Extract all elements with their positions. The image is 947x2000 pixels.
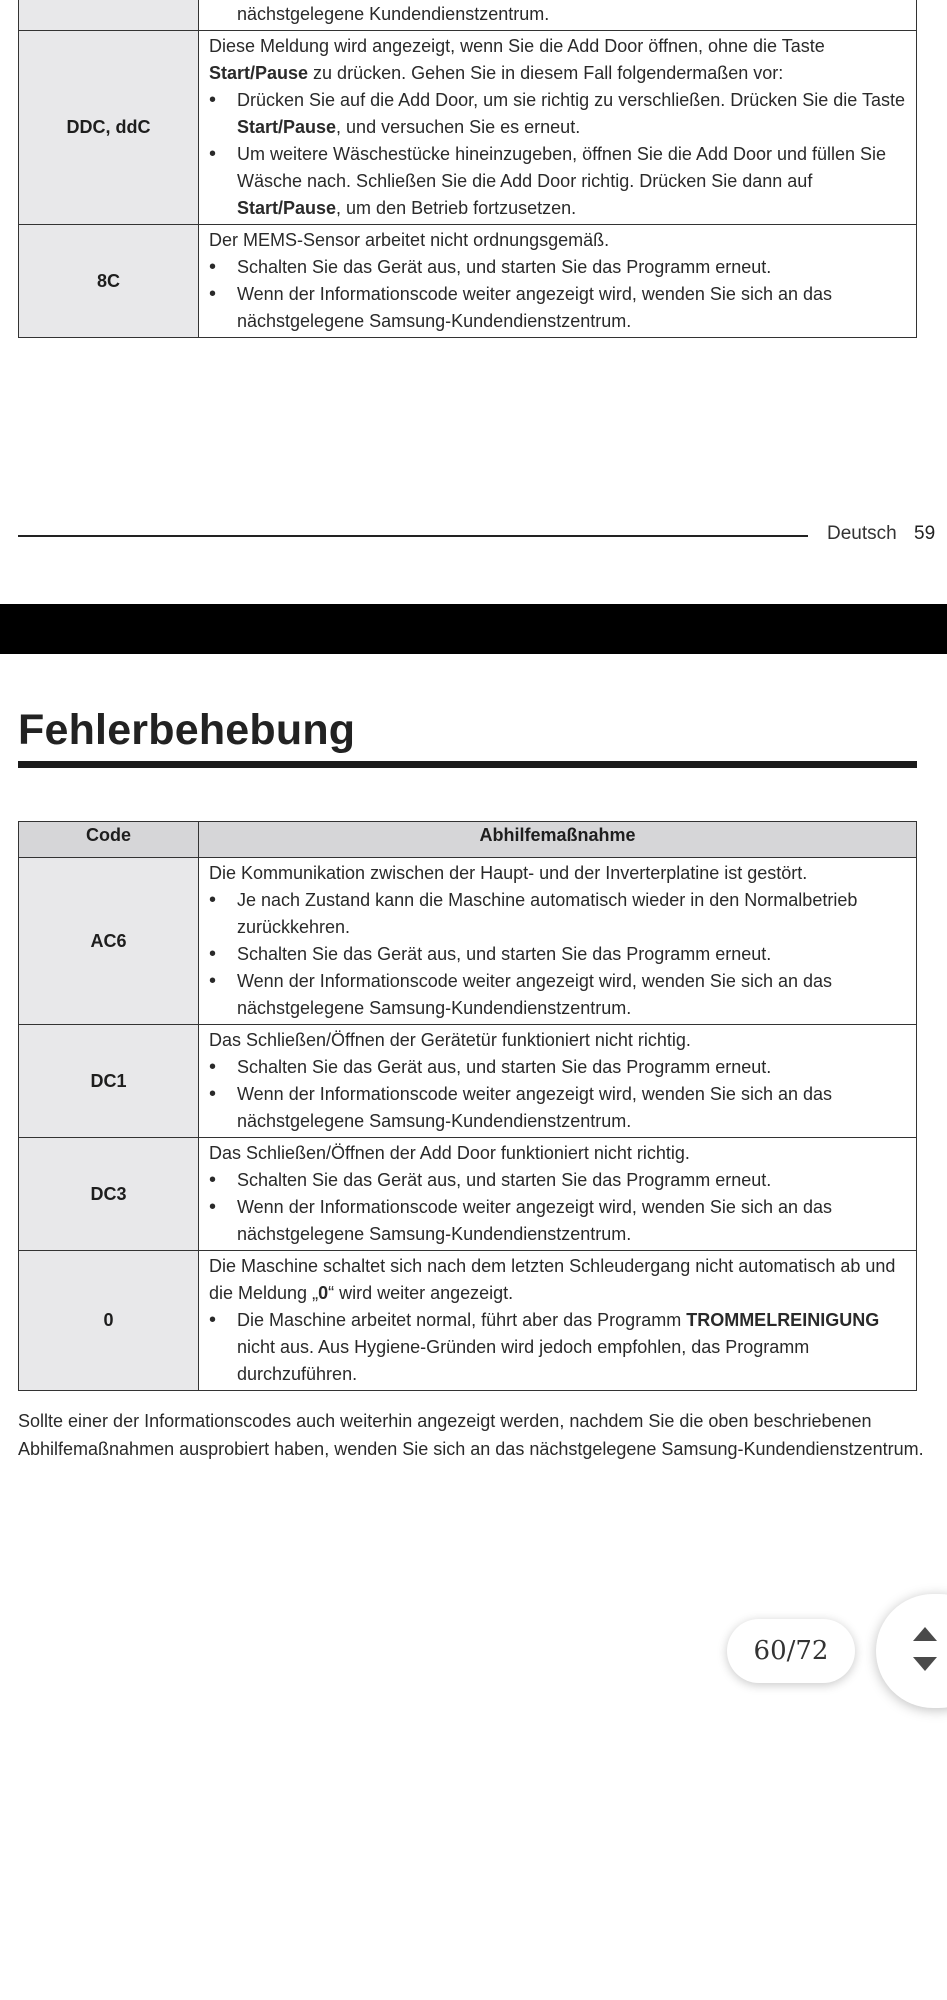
remedy-intro: Die Kommunikation zwischen der Haupt- und der Inverterplatine ist gestört. — [209, 863, 808, 883]
footer-page-number: 59 — [914, 523, 936, 544]
page-indicator[interactable]: 60/72 — [727, 1619, 855, 1683]
remedy-bullet: • Drücken Sie auf die Add Door, um sie richtig zu verschließen. Drücken Sie die Taste Start/Pause, und versuchen Sie es erneut. — [209, 87, 906, 141]
footer-divider — [18, 535, 808, 537]
remedy-bullet: • Wenn der Informationscode weiter angezeigt wird, wenden Sie sich an das nächstgelegene Samsung-Kundendienstzentrum. — [209, 281, 906, 335]
page-title: Fehlerbehebung — [18, 706, 356, 754]
remedy-cell — [199, 1138, 917, 1251]
remedy-cell — [199, 225, 917, 338]
code-cell — [19, 0, 199, 31]
chevron-down-icon[interactable] — [913, 1657, 937, 1671]
page-separator — [0, 604, 947, 654]
code-cell: 0 — [19, 1251, 199, 1391]
code-cell: DC3 — [19, 1138, 199, 1251]
footnote-text: Sollte einer der Informationscodes auch weiterhin angezeigt werden, nachdem Sie die oben beschriebenen Abhilfemaßnahmen ausprobiert haben, wenden Sie sich an das nächstgelegene Samsung-Kundendienstzentrum. — [18, 1411, 924, 1459]
header-code: Code — [19, 822, 199, 858]
remedy-bullet: • Wenn der Informationscode weiter angezeigt wird, wenden Sie sich an das nächstgelegene Samsung-Kundendienstzentrum. — [209, 1194, 906, 1248]
remedy-bullet: • Wenn der Informationscode weiter angezeigt wird, wenden Sie sich an das nächstgelegene Samsung-Kundendienstzentrum. — [209, 968, 906, 1022]
troubleshooting-table — [18, 821, 917, 1391]
table-row — [19, 1251, 917, 1391]
remedy-bullet: • Wenn der Informationscode weiter angezeigt wird, wenden Sie sich an das nächstgelegene Samsung-Kundendienstzentrum. — [209, 1081, 906, 1135]
remedy-intro: Das Schließen/Öffnen der Add Door funktioniert nicht richtig. — [209, 1143, 690, 1163]
remedy-cell — [199, 858, 917, 1025]
table-row — [19, 1025, 917, 1138]
page-navigation-button[interactable] — [876, 1594, 947, 1708]
table-row — [19, 0, 917, 31]
footer-language: Deutsch — [827, 523, 897, 544]
remedy-bullet: • Um weitere Wäschestücke hineinzugeben, öffnen Sie die Add Door und füllen Sie Wäsche nach. Schließen Sie die Add Door richtig. Drücken Sie dann auf Start/Pause, um den Betrieb fortzusetzen. — [209, 141, 906, 222]
code-cell: DC1 — [19, 1025, 199, 1138]
table-header-row — [19, 822, 917, 858]
table-row — [19, 225, 917, 338]
title-underline — [18, 761, 917, 768]
code-cell: 8C — [19, 225, 199, 338]
remedy-bullet: • Schalten Sie das Gerät aus, und starten Sie das Programm erneut. — [209, 941, 906, 968]
previous-page-table — [18, 0, 917, 338]
remedy-bullet: • Schalten Sie das Gerät aus, und starten Sie das Programm erneut. — [209, 1167, 906, 1194]
code-cell: AC6 — [19, 858, 199, 1025]
remedy-cell — [199, 0, 917, 31]
remedy-intro: Die Maschine schaltet sich nach dem letzten Schleudergang nicht automatisch ab und die Meldung „0“ wird weiter angezeigt. — [209, 1256, 896, 1303]
remedy-cell — [199, 1025, 917, 1138]
remedy-intro: Das Schließen/Öffnen der Gerätetür funktioniert nicht richtig. — [209, 1030, 691, 1050]
code-cell: DDC, ddC — [19, 31, 199, 225]
remedy-cell — [199, 31, 917, 225]
remedy-intro: Diese Meldung wird angezeigt, wenn Sie die Add Door öffnen, ohne die Taste Start/Pause zu drücken. Gehen Sie in diesem Fall folgendermaßen vor: — [209, 36, 825, 83]
remedy-cell — [199, 1251, 917, 1391]
table-row — [19, 1138, 917, 1251]
table-row — [19, 858, 917, 1025]
table-row — [19, 31, 917, 225]
header-remedy: Abhilfemaßnahme — [199, 822, 917, 858]
remedy-intro: Der MEMS-Sensor arbeitet nicht ordnungsgemäß. — [209, 230, 610, 250]
remedy-bullet: • Schalten Sie das Gerät aus, und starten Sie das Programm erneut. — [209, 1054, 906, 1081]
remedy-bullet: • Schalten Sie das Gerät aus, und starten Sie das Programm erneut. — [209, 254, 906, 281]
remedy-continuation: nächstgelegene Kundendienstzentrum. — [237, 4, 550, 24]
remedy-bullet: • Die Maschine arbeitet normal, führt aber das Programm TROMMELREINIGUNG nicht aus. Aus Hygiene-Gründen wird jedoch empfohlen, das Programm durchzuführen. — [209, 1307, 906, 1388]
remedy-bullet: • Je nach Zustand kann die Maschine automatisch wieder in den Normalbetrieb zurückkehren. — [209, 887, 906, 941]
chevron-up-icon[interactable] — [913, 1627, 937, 1641]
